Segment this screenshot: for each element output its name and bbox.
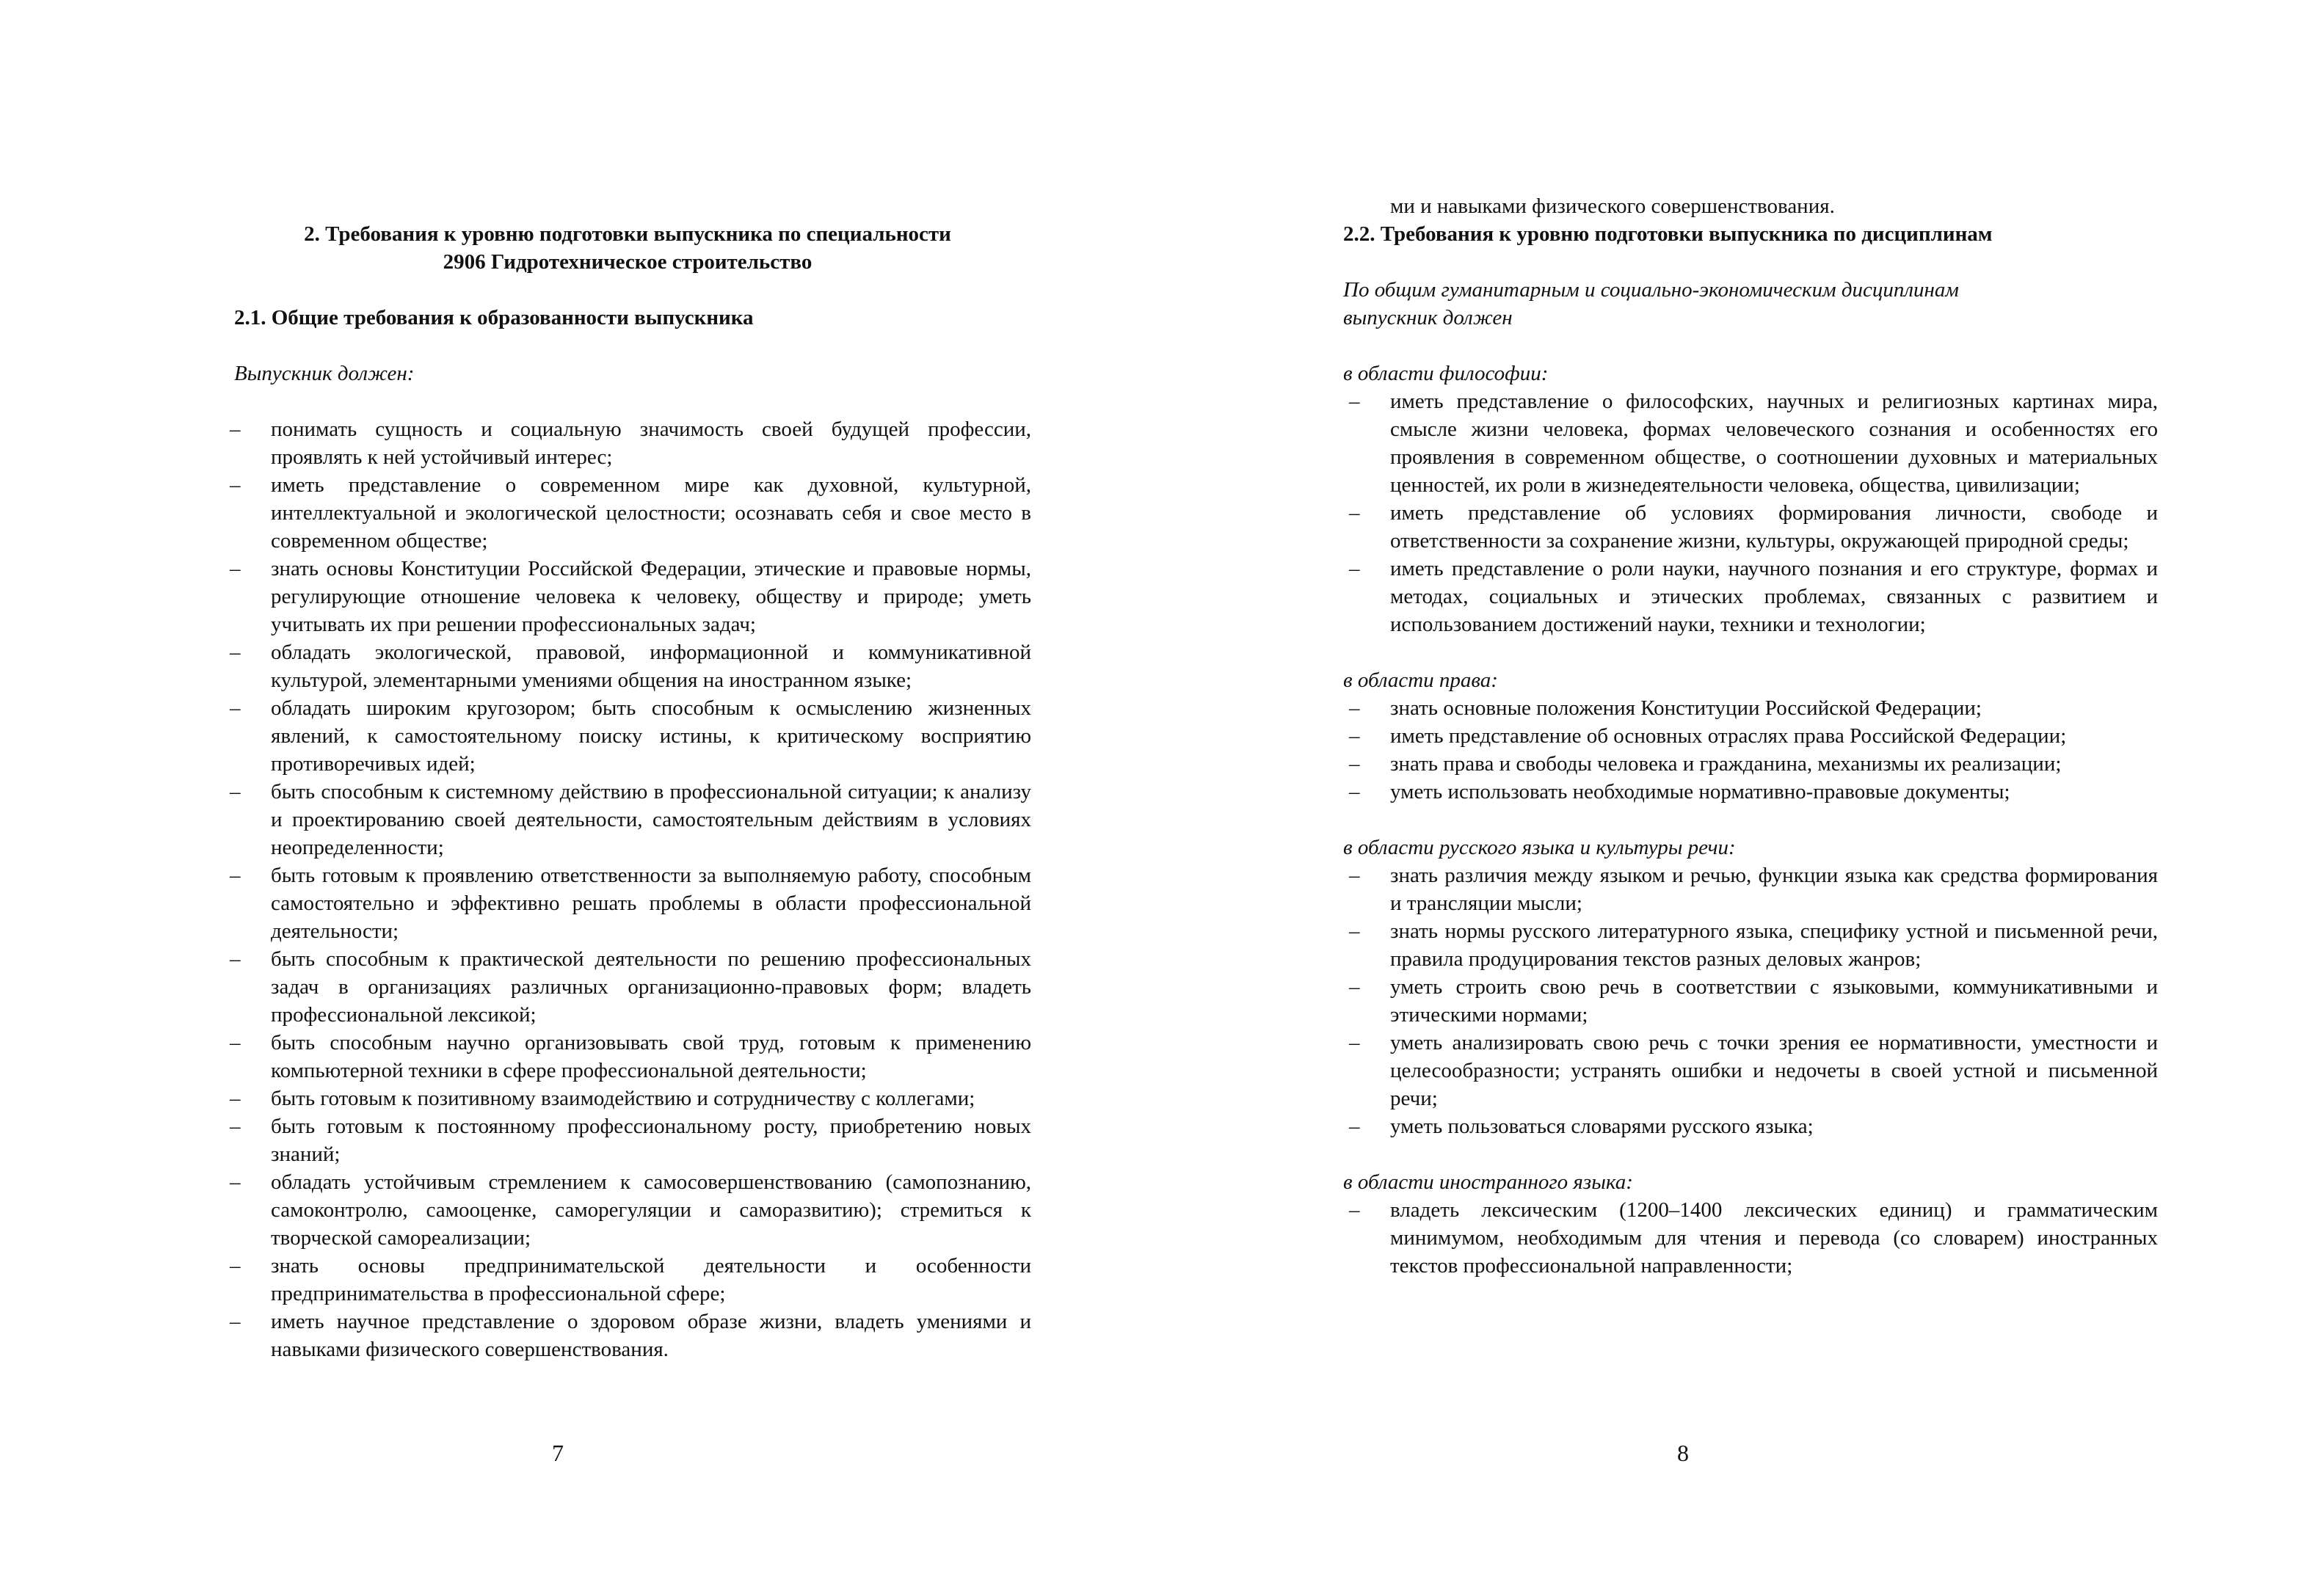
list-item: – знать нормы русского литературного языка, специфику устной и письменной речи, правила продуцирования текстов разных деловых жанров; <box>1343 917 2158 973</box>
list-item: – знать различия между языком и речью, функции языка как средства формирования и трансляции мысли; <box>1343 861 2158 917</box>
law-list <box>1343 694 2158 806</box>
list-item: – обладать устойчивым стремлением к самосовершенствованию (самопознанию, самоконтролю, самооценке, саморегуляции и саморазвитию); стремиться к творческой самореализации; <box>224 1168 1031 1252</box>
list-item: – быть способным к практической деятельности по решению профессиональных задач в организациях различных организационно-правовых форм; владеть профессиональной лексикой; <box>224 945 1031 1029</box>
section-title: в области философии: <box>1343 362 1549 385</box>
list-item: – уметь пользоваться словарями русского языка; <box>1343 1112 2158 1140</box>
subsection-heading: 2.1. Общие требования к образованности выпускника <box>234 306 754 329</box>
section-title: в области русского языка и культуры речи: <box>1343 836 1736 859</box>
list-item: – иметь научное представление о здоровом образе жизни, владеть умениями и навыками физического совершенствования. <box>224 1308 1031 1363</box>
list-item: – знать основные положения Конституции Российской Федерации; <box>1343 694 2158 722</box>
specialty-heading: 2906 Гидротехническое строительство <box>443 250 813 274</box>
list-item: – быть готовым к постоянному профессиональному росту, приобретению новых знаний; <box>224 1112 1031 1168</box>
page-number: 8 <box>1677 1440 1689 1466</box>
section-title: в области права: <box>1343 668 1498 692</box>
philosophy-list <box>1343 387 2158 638</box>
list-item: – знать права и свободы человека и гражданина, механизмы их реализации; <box>1343 750 2158 778</box>
foreign-language-list <box>1343 1196 2158 1280</box>
list-item: – обладать экологической, правовой, информационной и коммуникативной культурой, элементарными умениями общения на иностранном языке; <box>224 638 1031 694</box>
list-item: – иметь представление о роли науки, научного познания и его структуре, формах и методах, социальных и этических проблемах, связанных с развитием и использованием достижений науки, техники и технологии; <box>1343 555 2158 638</box>
list-item: – уметь использовать необходимые нормативно-правовые документы; <box>1343 778 2158 806</box>
list-item: – знать основы предпринимательской деятельности и особенности предпринимательства в профессиональной сфере; <box>224 1252 1031 1308</box>
left-page-content <box>224 220 1031 1363</box>
section-heading: 2.2. Требования к уровню подготовки выпускника по дисциплинам <box>1343 222 1993 246</box>
list-item: – иметь представление о философских, научных и религиозных картинах мира, смысле жизни человека, формах человеческого сознания и особенностях его проявления в современном обществе, о соотношении духовных и материальных ценностей, их роли в жизнедеятельности человека, общества, цивилизации; <box>1343 387 2158 499</box>
section-heading: 2. Требования к уровню подготовки выпускника по специальности <box>304 222 951 246</box>
requirements-list <box>224 415 1031 1363</box>
list-item: – владеть лексическим (1200–1400 лексических единиц) и грамматическим минимумом, необходимым для чтения и перевода (со словарем) иностранных текстов профессиональной направленности; <box>1343 1196 2158 1280</box>
right-page-content <box>1343 192 2158 1280</box>
list-item: – знать основы Конституции Российской Федерации, этические и правовые нормы, регулирующие отношение человека к человеку, обществу и природе; уметь учитывать их при решении профессиональных задач; <box>224 555 1031 638</box>
intro-text: По общим гуманитарным и социально-экономическим дисциплинам выпускник должен <box>1343 278 1959 329</box>
list-item: – уметь строить свою речь в соответствии с языковыми, коммуникативными и этическими нормами; <box>1343 973 2158 1029</box>
list-item: – иметь представление о современном мире как духовной, культурной, интеллектуальной и экологической целостности; осознавать себя и свое место в современном обществе; <box>224 471 1031 555</box>
list-item: – уметь анализировать свою речь с точки зрения ее нормативности, уместности и целесообразности; устранять ошибки и недочеты в своей устной и письменной речи; <box>1343 1029 2158 1112</box>
list-item: – иметь представление об условиях формирования личности, свободе и ответственности за сохранение жизни, культуры, окружающей природной среды; <box>1343 499 2158 555</box>
list-item: – обладать широким кругозором; быть способным к осмыслению жизненных явлений, к самостоятельному поиску истины, к критическому восприятию противоречивых идей; <box>224 694 1031 778</box>
intro-text: Выпускник должен: <box>234 362 415 385</box>
list-item: – быть способным к системному действию в профессиональной ситуации; к анализу и проектированию своей деятельности, самостоятельным действиям в условиях неопределенности; <box>224 778 1031 861</box>
list-item: – быть готовым к проявлению ответственности за выполняемую работу, способным самостоятельно и эффективно решать проблемы в области профессиональной деятельности; <box>224 861 1031 945</box>
page-number: 7 <box>552 1440 564 1466</box>
list-item: – иметь представление об основных отраслях права Российской Федерации; <box>1343 722 2158 750</box>
russian-language-list <box>1343 861 2158 1140</box>
right-page <box>1156 0 2312 1596</box>
list-item: – быть способным научно организовывать свой труд, готовым к применению компьютерной техники в сфере профессиональной деятельности; <box>224 1029 1031 1085</box>
list-item: – понимать сущность и социальную значимость своей будущей профессии, проявлять к ней устойчивый интерес; <box>224 415 1031 471</box>
list-item: – быть готовым к позитивному взаимодействию и сотрудничеству с коллегами; <box>224 1085 1031 1112</box>
section-title: в области иностранного языка: <box>1343 1170 1633 1194</box>
continuation-text: ми и навыками физического совершенствования. <box>1390 194 1835 218</box>
